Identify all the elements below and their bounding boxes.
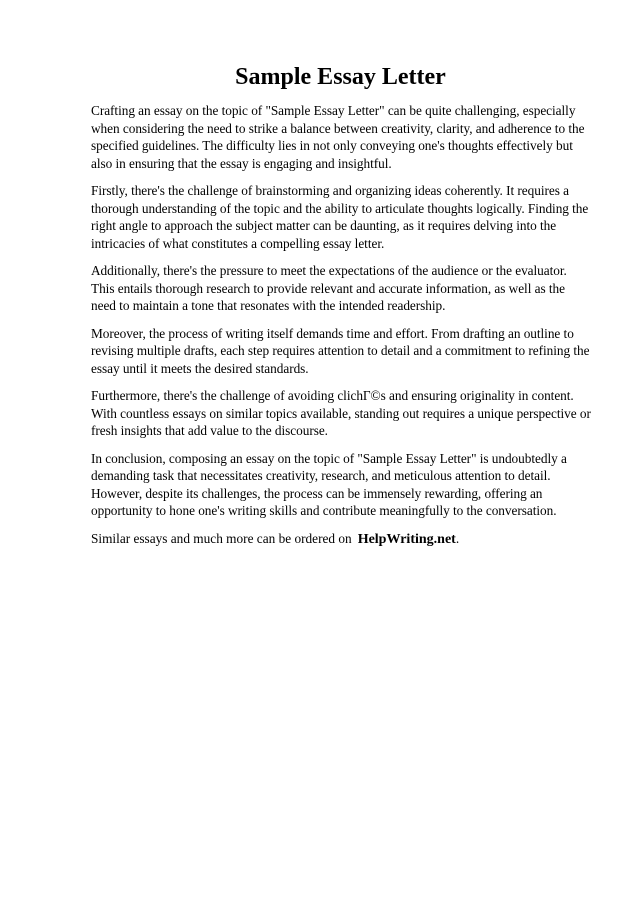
document-title: Sample Essay Letter: [235, 64, 446, 90]
paragraph-additionally: Additionally, there's the pressure to meet the expectations of the audience or the evaluator. This entails thorough research to provide relevant and accurate information, as well as the need to maintain a tone that resonates with the intended readership.: [91, 263, 567, 313]
paragraph-moreover: Moreover, the process of writing itself demands time and effort. From drafting an outline to revising multiple drafts, each step requires attention to detail and a commitment to refining the essay until it meets the desired standards.: [91, 325, 590, 376]
footer-line: [91, 530, 592, 549]
helpwriting-link[interactable]: HelpWriting.net: [357, 531, 456, 547]
paragraph-intro: Crafting an essay on the topic of "Sample Essay Letter" can be quite challenging, especially when considering the need to strike a balance between creativity, clarity, and adherence to the specified guidelines. The difficulty lies in not only conveying one's thoughts effectively but also in ensuring that the essay is engaging and insightful.: [91, 103, 585, 171]
paragraph-conclusion: In conclusion, composing an essay on the topic of "Sample Essay Letter" is undoubtedly a demanding task that necessitates creativity, research, and meticulous attention to detail. However, despite its challenges, the process can be immensely rewarding, offering an opportunity to hone one's writing skills and contribute meaningfully to the conversation.: [91, 450, 567, 518]
paragraph-furthermore: Furthermore, there's the challenge of avoiding clichГ©s and ensuring originality in content. With countless essays on similar topics available, standing out requires a unique perspective or fresh insights that add value to the discourse.: [91, 388, 591, 438]
footer-text: Similar essays and much more can be ordered on: [91, 530, 352, 546]
paragraph-firstly: Firstly, there's the challenge of brainstorming and organizing ideas coherently. It requires a thorough understanding of the topic and the ability to articulate thoughts logically. Finding the right angle to approach the subject matter can be daunting, as it requires delving into the intricacies of what constitutes a compelling essay letter.: [91, 183, 589, 251]
footer-suffix: .: [455, 530, 460, 546]
